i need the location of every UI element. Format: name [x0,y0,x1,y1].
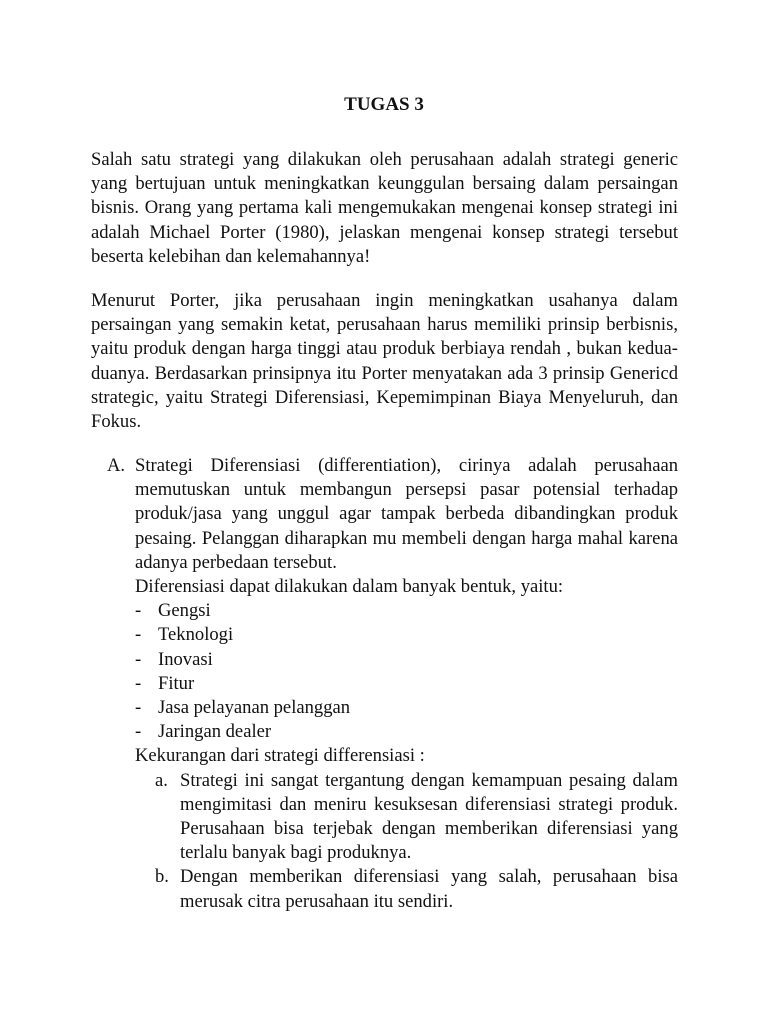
weakness-letter: a. [155,769,168,791]
document-title: TUGAS 3 [344,94,424,115]
list-item [135,623,678,647]
forms-list [135,599,678,744]
dash-marker: - [135,721,142,743]
weakness-item [155,769,678,866]
list-item [135,720,678,744]
list-item-text: Gengsi [158,600,211,622]
list-item [135,599,678,623]
list-item [135,696,678,720]
list-item [135,672,678,696]
dash-marker: - [135,697,142,719]
list-item-text: Fitur [158,672,195,694]
weakness-text: Dengan memberikan diferensiasi yang salah, perusahaan bisa merusak citra perusahaan itu sendiri. [180,866,678,912]
dash-marker: - [135,600,142,622]
section-a [107,454,678,914]
section-a-text: Strategi Diferensiasi (differentiation), cirinya adalah perusahaan memutuskan untuk membangun persepsi pasar potensial terhadap produk/jasa yang unggul agar tampak berbeda dibandingkan produk pesaing. Pelanggan diharapkan mu membeli dengan harga mahal karena adanya perbedaan tersebut. [135,455,678,573]
weakness-text: Strategi ini sangat tergantung dengan kemampuan pesaing dalam mengimitasi dan meniru kesuksesan diferensiasi strategi produk. Perusahaan bisa terjebak dengan memberikan diferensiasi yang terlalu banyak bagi produknya. [180,769,678,864]
weakness-letter: b. [155,866,169,888]
section-a-body [135,575,678,914]
list-item-text: Jaringan dealer [158,721,272,743]
weakness-item [155,865,678,913]
question-paragraph: Salah satu strategi yang dilakukan oleh perusahaan adalah strategi generic yang bertujuan untuk meningkatkan keunggulan bersaing dalam persaingan bisnis. Orang yang pertama kali mengemukakan mengenai konsep strategi ini adalah Michael Porter (1980), jelaskan mengenai konsep strategi tersebut beserta kelebihan dan kelemahannya! [91,149,678,267]
list-item-text: Inovasi [158,648,213,670]
forms-intro: Diferensiasi dapat dilakukan dalam banyak bentuk, yaitu: [135,576,564,598]
dash-marker: - [135,648,142,670]
list-item [135,648,678,672]
weakness-intro: Kekurangan dari strategi differensiasi : [135,745,425,767]
dash-marker: - [135,672,142,694]
weakness-list [155,769,678,914]
answer-intro-paragraph: Menurut Porter, jika perusahaan ingin meningkatkan usahanya dalam persaingan yang semakin ketat, perusahaan harus memiliki prinsip berbisnis, yaitu produk dengan harga tinggi atau produk berbiaya rendah , bukan kedua-duanya. Berdasarkan prinsipnya itu Porter menyatakan ada 3 prinsip Genericd strategic, yaitu Strategi Diferensiasi, Kepemimpinan Biaya Menyeluruh, dan Fokus. [91,290,678,433]
list-item-text: Teknologi [158,624,234,646]
section-a-letter: A. [107,455,126,476]
list-item-text: Jasa pelayanan pelanggan [158,697,351,719]
section-a-header [107,454,678,575]
dash-marker: - [135,624,142,646]
